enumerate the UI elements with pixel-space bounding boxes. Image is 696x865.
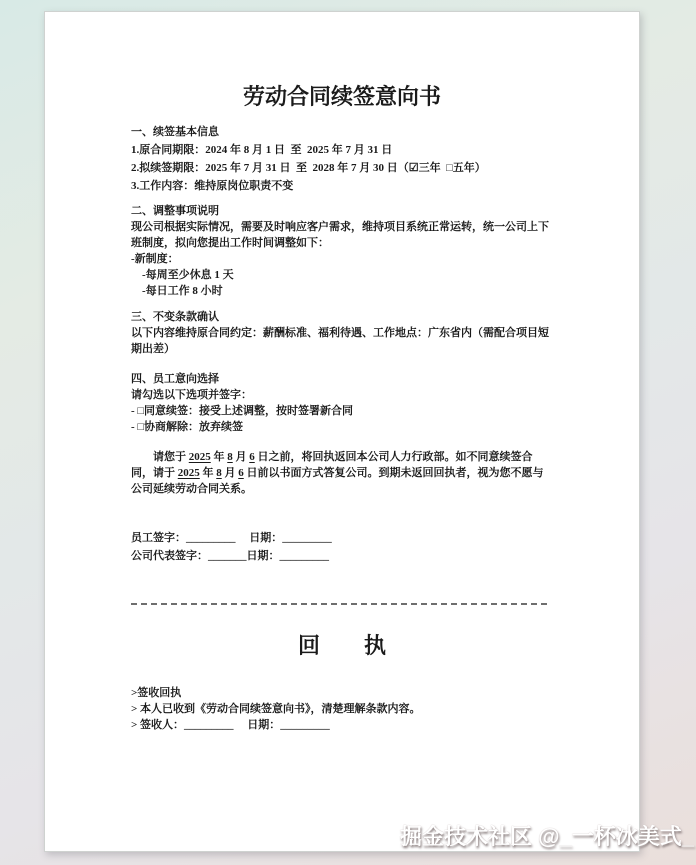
- receipt-block: [131, 685, 553, 733]
- closing-paragraph: [131, 449, 553, 497]
- unchanged-terms-paragraph: 以下内容维持原合同约定：薪酬标准、福利待遇、工作地点：广东省内（需配合项目短期出差）: [131, 327, 549, 355]
- choice-intro-line: 请勾选以下选项并签字：: [131, 389, 252, 401]
- closing-text: 月: [221, 467, 239, 479]
- receipt-title: 回 执: [297, 633, 386, 658]
- document-page: [44, 11, 640, 852]
- daily-hours-line: -每日工作 8 小时: [142, 285, 223, 297]
- section-adjustment-notes: [131, 203, 553, 299]
- section-heading: 三、不变条款确认: [131, 311, 219, 323]
- weekly-rest-line: -每周至少休息 1 天: [142, 269, 234, 281]
- document-title: 劳动合同续签意向书: [242, 84, 441, 109]
- section-heading: 二、调整事项说明: [131, 205, 219, 217]
- closing-text: 日前以书面方式答复公司。到期未返回回执者，视为您不愿与公司延续劳动合同关系。: [131, 467, 544, 495]
- agree-renewal-option: - □同意续签：接受上述调整，按时签署新合同: [131, 405, 354, 417]
- original-contract-term-line: 1.原合同期限：2024 年 8 月 1 日 至 2025 年 7 月 31 日: [131, 144, 393, 156]
- reply-deadline-year: 2025: [177, 467, 200, 479]
- dashed-cut-line: [131, 603, 547, 605]
- adjustment-paragraph: 现公司根据实际情况，需要及时响应客户需求，维持项目系统正常运转，统一公司上下班制度，拟向您提出工作时间调整如下：: [131, 221, 549, 249]
- signature-block: [131, 529, 553, 565]
- receipt-acknowledgement-line: > 本人已收到《劳动合同续签意向书》，清楚理解条款内容。: [131, 703, 421, 715]
- new-policy-label: -新制度：: [131, 253, 179, 265]
- closing-text: 请您于: [153, 451, 189, 463]
- job-content-line: 3.工作内容：维持原岗位职责不变: [131, 180, 294, 192]
- deadline-year: 2025: [188, 451, 211, 463]
- section-unchanged-terms: [131, 309, 553, 357]
- reply-deadline-month: 8: [216, 467, 222, 479]
- watermark-text: 掘金技术社区 @_一杯冰美式_: [399, 824, 694, 849]
- closing-text: 日之前，将回执返回本公司人力行政部。如不同意续签合同，请于: [131, 451, 533, 479]
- closing-text: 年: [210, 451, 228, 463]
- deadline-month: 8: [227, 451, 233, 463]
- deadline-day: 6: [249, 451, 255, 463]
- section-heading: 一、续签基本信息: [131, 126, 219, 138]
- company-representative-signature-line: 公司代表签字：_______日期：_________: [131, 550, 329, 562]
- proposed-renewal-term-line: 2.拟续签期限：2025 年 7 月 31 日 至 2028 年 7 月 30 日（☑三年 □五年）: [131, 162, 486, 174]
- receipt-heading: >签收回执: [131, 687, 182, 699]
- closing-text: 月: [232, 451, 250, 463]
- section-employee-choice: [131, 371, 553, 435]
- receipt-signee-line: > 签收人：_________ 日期：_________: [131, 719, 330, 731]
- employee-signature-line: 员工签字：_________ 日期：_________: [131, 532, 332, 544]
- negotiated-termination-option: - □协商解除：放弃续签: [131, 421, 244, 433]
- reply-deadline-day: 6: [238, 467, 244, 479]
- section-heading: 四、员工意向选择: [131, 373, 219, 385]
- closing-text: 年: [199, 467, 217, 479]
- section-renewal-basic-info: [131, 123, 553, 195]
